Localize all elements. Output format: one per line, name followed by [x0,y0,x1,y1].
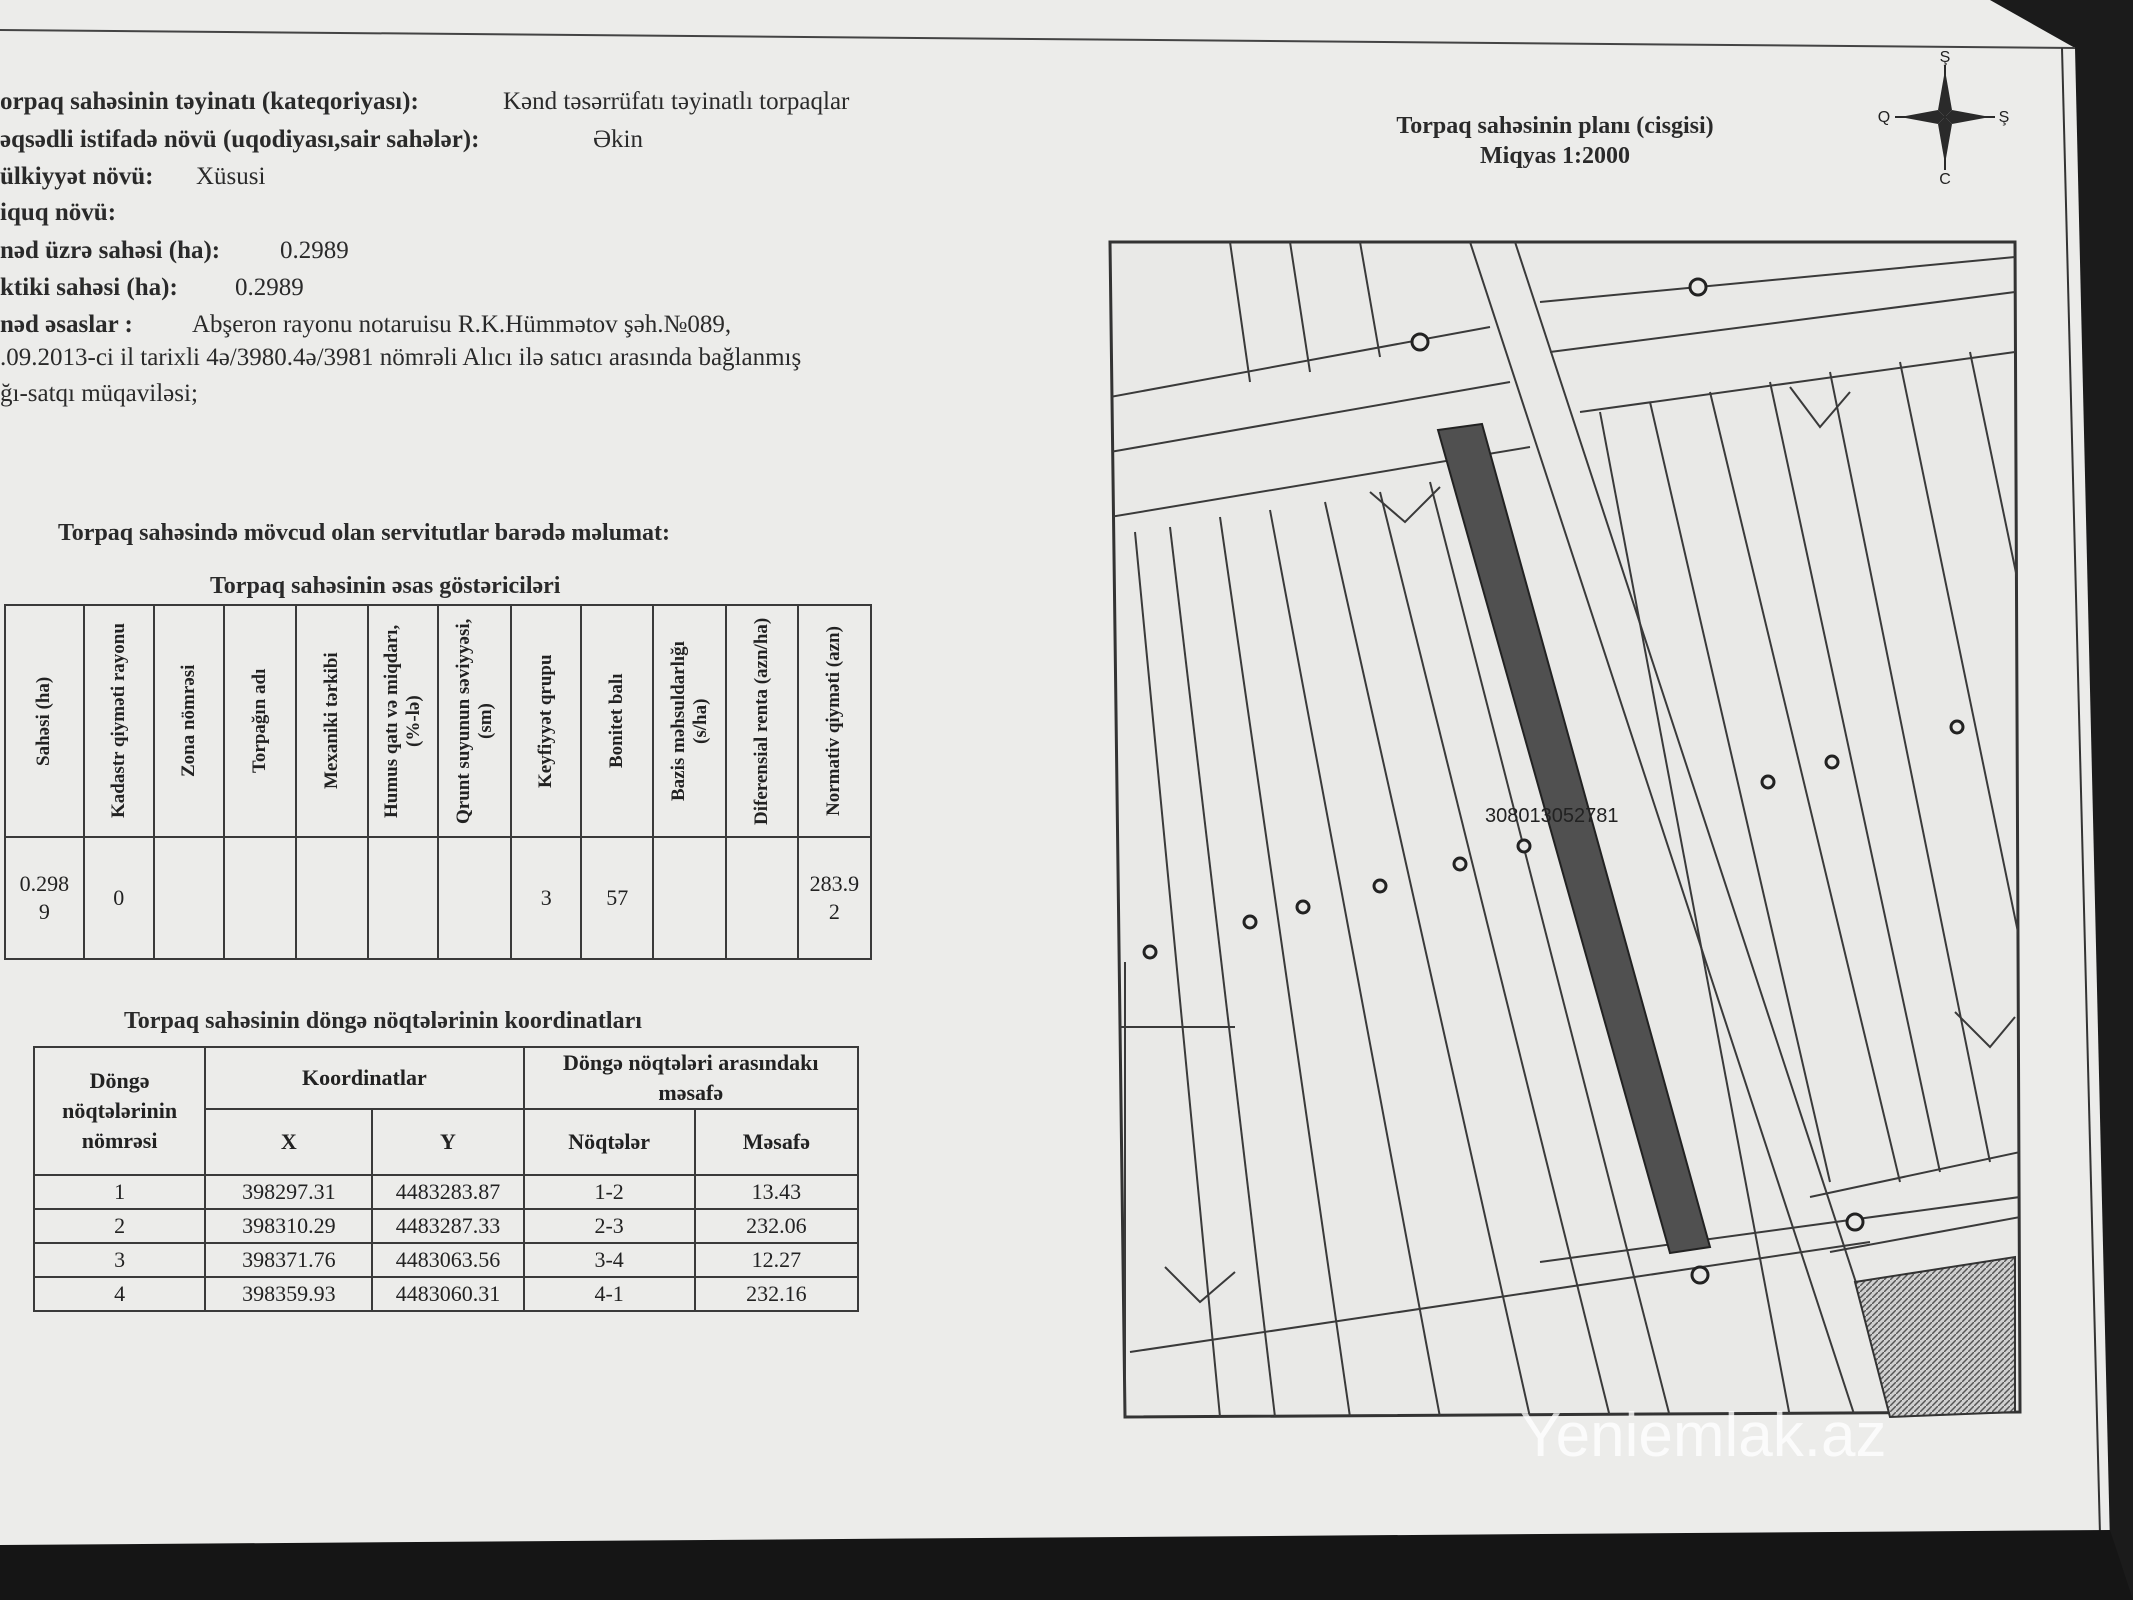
plan-title: Torpaq sahəsinin planı (cisgisi) [1396,113,1714,139]
indicators-header-cell: Qrunt suyunun səviyyəsi, (sm) [438,605,511,837]
coords-table [33,1046,859,1312]
coords-cell-x: 398297.31 [205,1175,372,1209]
indicators-value-row [5,837,871,959]
purpose-label: orpaq sahəsinin təyinatı (kateqoriyası): [0,88,419,115]
coords-row [34,1209,858,1243]
coords-cell-d: 232.06 [695,1209,858,1243]
actual-area-value: 0.2989 [235,274,304,301]
coords-cell-y: 4483283.87 [372,1175,523,1209]
indicators-table [4,604,872,960]
coords-row [34,1277,858,1311]
indicators-value-cell: 57 [581,837,653,959]
plan-scale: Miqyas 1:2000 [1480,143,1630,169]
coords-cell-p: 2-3 [524,1209,695,1243]
indicators-header-row [5,605,871,837]
coords-cell-d: 13.43 [695,1175,858,1209]
compass-north: Ş [1939,49,1951,66]
compass-east: Ş [1998,109,2010,126]
indicators-value-cell [154,837,224,959]
indicators-header-cell: Bonitet balı [581,605,653,837]
actual-area-label: ktiki sahəsi (ha): [0,274,178,301]
coords-header-x: X [205,1109,372,1175]
coords-cell-d: 232.16 [695,1277,858,1311]
servitude-title: Torpaq sahəsində mövcud olan servitutlar barədə məlumat: [58,520,671,546]
coords-cell-n: 2 [34,1209,205,1243]
coords-cell-d: 12.27 [695,1243,858,1277]
coords-row [34,1243,858,1277]
purpose-value: Kənd təsərrüfatı təyinatlı torpaqlar [503,88,850,115]
coords-cell-x: 398359.93 [205,1277,372,1311]
compass-west: Q [1877,109,1891,126]
compass-icon [1877,49,2010,188]
indicators-value-cell [438,837,511,959]
coords-cell-y: 4483060.31 [372,1277,523,1311]
basis-label: nəd əsaslar : [0,311,133,338]
coords-cell-x: 398371.76 [205,1243,372,1277]
indicators-header-cell: Sahəsi (ha) [5,605,84,837]
indicators-header-cell: Humus qatı və miqdarı, (%-lə) [368,605,439,837]
coords-header-distance: Məsafə [695,1109,858,1175]
indicators-header-cell: Torpağın adı [224,605,296,837]
indicators-header-cell: Kadastr qiyməti rayonu [84,605,154,837]
indicators-value-cell: 0.298 9 [5,837,84,959]
coords-cell-p: 3-4 [524,1243,695,1277]
basis-line-2: .09.2013-ci il tarixli 4ə/3980.4ə/3981 nömrəli Alıcı ilə satıcı arasında bağlanmış [0,344,802,371]
ownership-value: Xüsusi [196,163,266,190]
use-label: əqsədli istifadə növü (uqodiyası,sair sahələr): [0,126,480,153]
coords-header-points: Nöqtələr [524,1109,695,1175]
indicators-value-cell [224,837,296,959]
coords-cell-n: 4 [34,1277,205,1311]
indicators-value-cell [296,837,368,959]
doc-area-value: 0.2989 [280,237,349,264]
ownership-label: ülkiyyət növü: [0,163,154,190]
doc-area-label: nəd üzrə sahəsi (ha): [0,237,221,264]
coords-cell-n: 1 [34,1175,205,1209]
indicators-value-cell [368,837,439,959]
coords-cell-y: 4483063.56 [372,1243,523,1277]
use-value: Əkin [593,126,643,153]
coords-cell-p: 1-2 [524,1175,695,1209]
indicators-title: Torpaq sahəsinin əsas göstəriciləri [210,573,561,599]
coords-header-number: Döngə nöqtələrinin nömrəsi [34,1047,205,1175]
coords-header-distance-group: Döngə nöqtələri arasındakı məsafə [524,1047,858,1109]
indicators-header-cell: Normativ qiyməti (azn) [798,605,871,837]
indicators-value-cell: 0 [84,837,154,959]
indicators-value-cell [653,837,726,959]
basis-line-1: Abşeron rayonu notaruisu R.K.Hümmətov şəh.№089, [192,311,732,338]
coords-cell-y: 4483287.33 [372,1209,523,1243]
cadastral-plan-map [1110,242,2020,1417]
coords-row [34,1175,858,1209]
indicators-header-cell: Zona nömrəsi [154,605,224,837]
indicators-header-cell: Diferensial renta (azn/ha) [726,605,798,837]
coords-header-coordinates: Koordinatlar [205,1047,523,1109]
indicators-value-cell: 283.9 2 [798,837,871,959]
coords-cell-n: 3 [34,1243,205,1277]
indicators-header-cell: Bazis məhsuldarlığı (s/ha) [653,605,726,837]
indicators-header-cell: Keyfiyyət qrupu [511,605,581,837]
indicators-value-cell [726,837,798,959]
coords-title: Torpaq sahəsinin döngə nöqtələrinin koordinatları [124,1008,642,1034]
indicators-value-cell: 3 [511,837,581,959]
right-label: iquq növü: [0,199,117,226]
coords-header-y: Y [372,1109,523,1175]
basis-line-3: ğı-satqı müqaviləsi; [0,380,198,407]
coords-cell-p: 4-1 [524,1277,695,1311]
watermark: Yeniemlak.az [1520,1401,1887,1470]
coords-cell-x: 398310.29 [205,1209,372,1243]
compass-south: C [1939,171,1951,188]
indicators-header-cell: Mexaniki tərkibi [296,605,368,837]
parcel-id: 308013052781 [1485,805,1619,827]
